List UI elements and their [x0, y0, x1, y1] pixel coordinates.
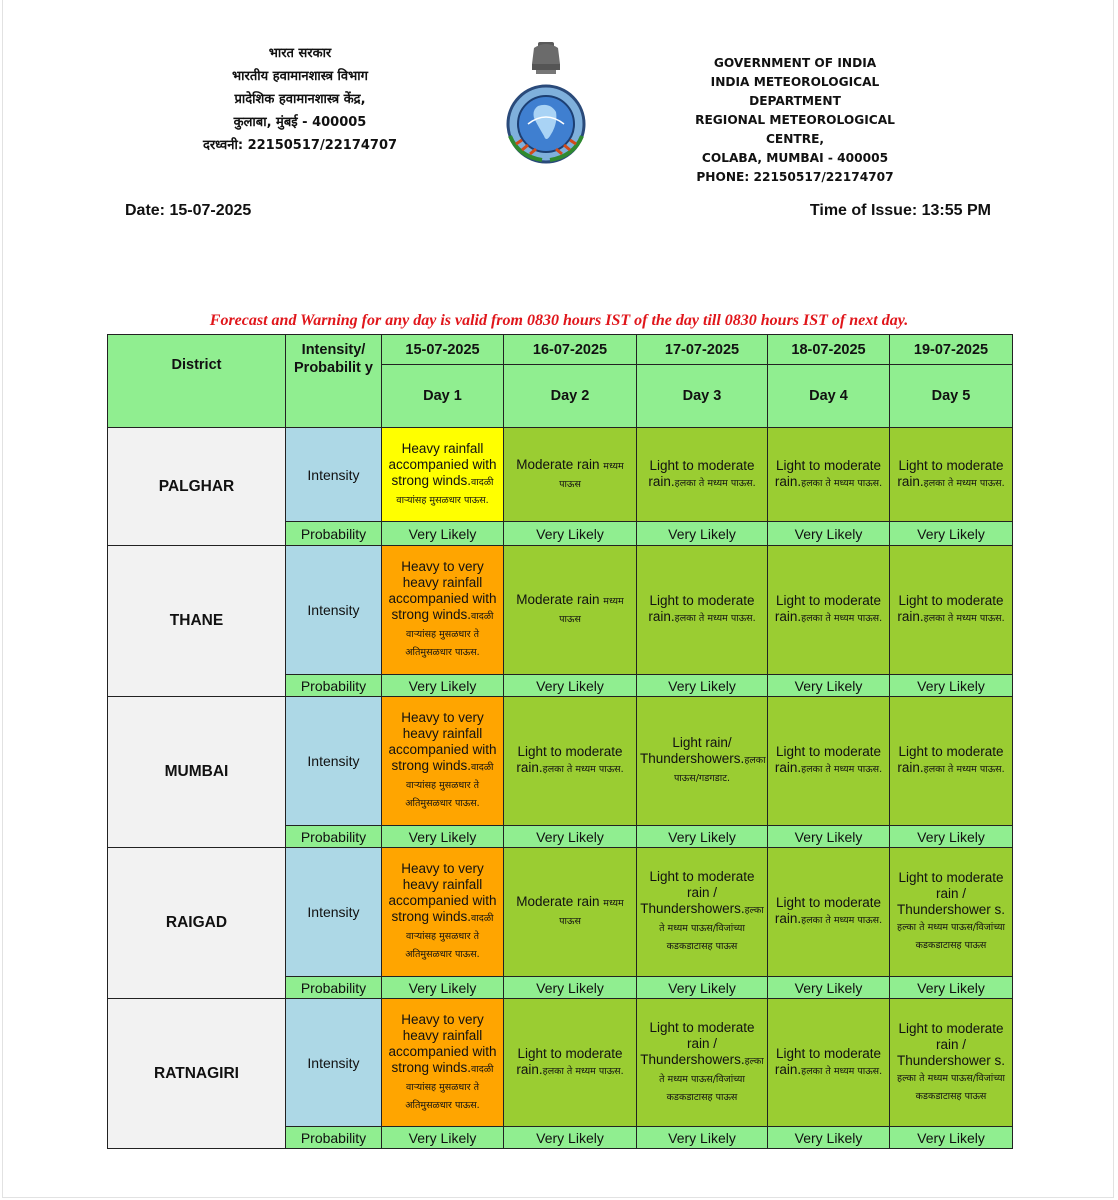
forecast-cell [382, 428, 504, 522]
intensity-row [108, 428, 1013, 522]
forecast-text: Heavy to very heavy rainfall accompanied with strong winds. [388, 559, 497, 622]
forecast-text: Light to moderate rain. [774, 1045, 882, 1077]
district-name: MUMBAI [108, 697, 286, 848]
forecast-text: Moderate rain [516, 592, 604, 607]
probability-cell: Very Likely [382, 977, 504, 999]
forecast-text: Light to moderate rain. [516, 1045, 623, 1077]
date-header: 17-07-2025 [637, 335, 768, 365]
forecast-text: Light to moderate rain. [648, 593, 755, 624]
forecast-cell [504, 546, 637, 675]
probability-label: Probability [286, 977, 382, 999]
hindi-line: कुलाबा, मुंबई - 400005 [233, 115, 367, 130]
forecast-text-marathi: मध्यम पाऊस [559, 460, 624, 490]
forecast-cell [382, 848, 504, 977]
forecast-text-marathi: मध्यम पाऊस [559, 898, 624, 927]
probability-label: Probability [286, 1127, 382, 1149]
forecast-cell [637, 428, 768, 522]
forecast-text: Light to moderate rain / Thundershower s. [896, 870, 1006, 917]
probability-cell: Very Likely [768, 675, 890, 697]
probability-cell: Very Likely [382, 826, 504, 848]
issue-date: Date: 15-07-2025 [125, 202, 252, 219]
forecast-text-marathi: हलका ते मध्यम पाऊस. [801, 1065, 883, 1077]
probability-cell: Very Likely [504, 675, 637, 697]
forecast-cell [382, 546, 504, 675]
day-header: Day 1 [382, 365, 504, 428]
forecast-text-marathi: वादळी वाऱ्यांसह मुसळधार ते अतिमुसळधार पाऊस. [405, 1063, 494, 1111]
forecast-cell [768, 428, 890, 522]
forecast-table [107, 334, 1013, 1149]
intensity-label: Intensity [286, 848, 382, 977]
forecast-cell [637, 848, 768, 977]
date-header: 18-07-2025 [768, 335, 890, 365]
forecast-text: Light to moderate rain. [897, 744, 1004, 775]
forecast-text-marathi: हल्का ते मध्यम पाऊस/विजांच्या कडकडाटासह पाऊस [659, 905, 764, 952]
validity-note: Forecast and Warning for any day is valid from 0830 hours IST of the day till 0830 hours IST of next day. [209, 312, 909, 329]
forecast-text-marathi: हलका ते मध्यम पाऊस. [542, 764, 624, 775]
forecast-cell [504, 697, 637, 826]
english-line: PHONE: 22150517/22174707 [696, 170, 894, 184]
forecast-text: Heavy to very heavy rainfall accompanied with strong winds. [388, 861, 497, 924]
probability-cell: Very Likely [890, 675, 1013, 697]
english-line: REGIONAL METEOROLOGICAL CENTRE, [695, 113, 895, 146]
date-header: 16-07-2025 [504, 335, 637, 365]
forecast-text: Light to moderate rain. [774, 744, 882, 775]
forecast-text: Light to moderate rain / Thundershowers. [640, 1019, 755, 1067]
probability-cell: Very Likely [890, 826, 1013, 848]
forecast-text-marathi: हलका ते मध्यम पाऊस. [674, 477, 756, 489]
forecast-cell [637, 697, 768, 826]
intensity-row [108, 546, 1013, 675]
forecast-cell [890, 697, 1013, 826]
day-header: Day 5 [890, 365, 1013, 428]
forecast-text-marathi: हल्का ते मध्यम पाऊस/विजांच्या कडकडाटासह पाऊस [897, 922, 1005, 951]
probability-cell: Very Likely [768, 1127, 890, 1149]
forecast-cell [768, 546, 890, 675]
district-name: THANE [108, 546, 286, 697]
forecast-cell [890, 428, 1013, 522]
forecast-text: Light to moderate rain. [774, 457, 882, 489]
district-name: PALGHAR [108, 428, 286, 546]
hindi-line: भारतीय हवामानशास्त्र विभाग [232, 69, 368, 84]
forecast-text: Heavy to very heavy rainfall accompanied with strong winds. [388, 710, 497, 773]
forecast-body [108, 428, 1013, 1149]
district-header: District [108, 335, 286, 428]
probability-cell: Very Likely [637, 675, 768, 697]
probability-cell: Very Likely [504, 522, 637, 546]
forecast-text: Light to moderate rain. [648, 457, 755, 489]
forecast-text: Moderate rain [516, 456, 604, 472]
forecast-text-marathi: मध्यम पाऊस [559, 596, 624, 625]
forecast-text-marathi: हलका ते मध्यम पाऊस. [923, 613, 1005, 624]
forecast-text: Light rain/ Thundershowers. [640, 735, 745, 766]
probability-cell: Very Likely [504, 977, 637, 999]
probability-label: Probability [286, 826, 382, 848]
imd-emblem-icon [498, 40, 594, 164]
forecast-cell [504, 428, 637, 522]
day-header: Day 2 [504, 365, 637, 428]
forecast-text: Light to moderate rain / Thundershower s. [896, 1020, 1006, 1068]
forecast-text: Light to moderate rain. [897, 593, 1004, 624]
probability-label: Probability [286, 675, 382, 697]
probability-cell: Very Likely [890, 522, 1013, 546]
date-header: 19-07-2025 [890, 335, 1013, 365]
forecast-text-marathi: हलका पाऊस/गडगडाट. [673, 755, 766, 784]
probability-cell: Very Likely [890, 977, 1013, 999]
intensity-probability-header: Intensity/ Probabilit y [286, 335, 382, 428]
issue-time: Time of Issue: 13:55 PM [809, 202, 991, 219]
hindi-line: दरध्वनी: 22150517/22174707 [202, 138, 398, 153]
intensity-row [108, 999, 1013, 1127]
forecast-text-marathi: हलका ते मध्यम पाऊस. [801, 915, 883, 926]
probability-cell: Very Likely [382, 675, 504, 697]
probability-cell: Very Likely [637, 522, 768, 546]
intensity-label: Intensity [286, 697, 382, 826]
english-line: GOVERNMENT OF INDIA [713, 56, 877, 70]
forecast-cell [504, 999, 637, 1127]
forecast-cell [382, 697, 504, 826]
probability-cell: Very Likely [890, 1127, 1013, 1149]
forecast-text-marathi: हलका ते मध्यम पाऊस. [801, 764, 883, 775]
forecast-cell [890, 999, 1013, 1127]
probability-label: Probability [286, 522, 382, 546]
forecast-text-marathi: वादळी वाऱ्यांसह मुसळधार ते अतिमुसळधार पाऊस. [405, 913, 494, 960]
forecast-text-marathi: वादळी वाऱ्यांसह मुसळधार ते अतिमुसळधार पाऊस. [405, 611, 494, 658]
hindi-letterhead [195, 42, 405, 157]
district-name: RATNAGIRI [108, 999, 286, 1149]
english-letterhead [665, 54, 925, 187]
intensity-row [108, 697, 1013, 826]
forecast-text: Light to moderate rain. [774, 895, 882, 926]
forecast-text-marathi: वादळी वाऱ्यांसह मुसळधार ते अतिमुसळधार पाऊस. [405, 762, 494, 809]
forecast-cell [768, 697, 890, 826]
forecast-text: Light to moderate rain. [516, 744, 623, 775]
probability-cell: Very Likely [504, 1127, 637, 1149]
forecast-cell [504, 848, 637, 977]
probability-cell: Very Likely [637, 1127, 768, 1149]
probability-cell: Very Likely [637, 977, 768, 999]
forecast-text: Moderate rain [516, 894, 604, 909]
forecast-text: Light to moderate rain. [774, 593, 882, 624]
forecast-text-marathi: हलका ते मध्यम पाऊस. [923, 477, 1005, 489]
hindi-line: भारत सरकार [268, 46, 332, 61]
english-line: INDIA METEOROLOGICAL DEPARTMENT [710, 75, 880, 108]
forecast-text: Heavy to very heavy rainfall accompanied with strong winds. [388, 1011, 497, 1075]
forecast-text: Light to moderate rain / Thundershowers. [640, 869, 755, 916]
probability-cell: Very Likely [504, 826, 637, 848]
forecast-text-marathi: वादळी वाऱ्यांसह मुसळधार पाऊस. [396, 476, 494, 506]
forecast-cell [768, 999, 890, 1127]
forecast-cell [890, 546, 1013, 675]
forecast-cell [890, 848, 1013, 977]
forecast-text-marathi: हलका ते मध्यम पाऊस. [542, 1065, 624, 1077]
forecast-text-marathi: हलका ते मध्यम पाऊस. [801, 613, 883, 624]
intensity-row [108, 848, 1013, 977]
probability-cell: Very Likely [637, 826, 768, 848]
probability-cell: Very Likely [382, 1127, 504, 1149]
forecast-text-marathi: हलका ते मध्यम पाऊस. [674, 613, 756, 624]
probability-cell: Very Likely [768, 977, 890, 999]
forecast-text: Light to moderate rain. [897, 457, 1004, 489]
intensity-label: Intensity [286, 546, 382, 675]
hindi-line: प्रादेशिक हवामानशास्त्र केंद्र, [234, 92, 366, 107]
probability-cell: Very Likely [768, 826, 890, 848]
forecast-text-marathi: हलका ते मध्यम पाऊस. [801, 477, 883, 489]
intensity-label: Intensity [286, 999, 382, 1127]
day-header: Day 3 [637, 365, 768, 428]
forecast-text-marathi: हल्का ते मध्यम पाऊस/विजांच्या कडकडाटासह पाऊस [659, 1055, 764, 1103]
forecast-text-marathi: हल्का ते मध्यम पाऊस/विजांच्या कडकडाटासह पाऊस [897, 1072, 1005, 1102]
probability-cell: Very Likely [382, 522, 504, 546]
forecast-cell [382, 999, 504, 1127]
forecast-text-marathi: हलका ते मध्यम पाऊस. [923, 764, 1005, 775]
english-line: COLABA, MUMBAI - 400005 [701, 151, 889, 165]
district-name: RAIGAD [108, 848, 286, 999]
date-header: 15-07-2025 [382, 335, 504, 365]
forecast-cell [768, 848, 890, 977]
forecast-cell [637, 999, 768, 1127]
day-header: Day 4 [768, 365, 890, 428]
probability-cell: Very Likely [768, 522, 890, 546]
forecast-text: Heavy rainfall accompanied with strong winds. [388, 440, 497, 488]
forecast-cell [637, 546, 768, 675]
intensity-label: Intensity [286, 428, 382, 522]
